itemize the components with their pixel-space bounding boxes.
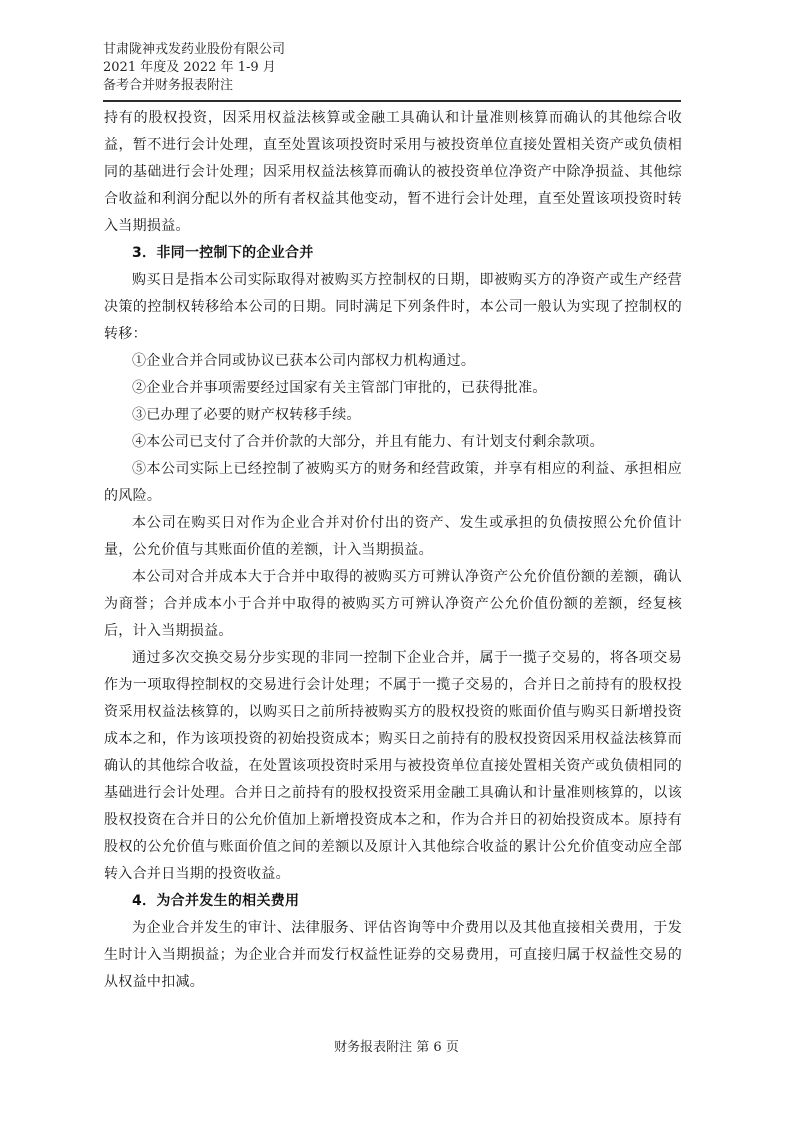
list-item-3: ③已办理了必要的财产权转移手续。	[132, 407, 361, 423]
header-report-period: 2021 年度及 2022 年 1-9 月	[103, 60, 276, 75]
list-item-5: ⑤本公司实际上已经控制了被购买方的财务和经营政策，并享有相应的利益、承担相应的风险。	[104, 461, 682, 504]
paragraph-equity-investment-continued: 持有的股权投资，因采用权益法核算或金融工具确认和计量准则核算而确认的其他综合收益，暂不进行会计处理，直至处置该项投资时采用与被投资单位直接处置相关资产或负债相同的基础进行会计处理；因采用权益法核算而确认的被投资单位净资产中除净损益、其他综合收益和利润分配以外的所有者权益其他变动，暂不进行会计处理，直至处置该项投资时转入当期损益。	[104, 110, 682, 234]
paragraph-merger-related-costs: 为企业合并发生的审计、法律服务、评估咨询等中介费用以及其他直接相关费用，于发生时计入当期损益；为企业合并而发行权益性证券的交易费用，可直接归属于权益性交易的从权益中扣减。	[104, 920, 682, 990]
document-body	[104, 105, 682, 996]
list-item-4: ④本公司已支付了合并价款的大部分，并且有能力、有计划支付剩余款项。	[132, 434, 604, 450]
list-item-1: ①企业合并合同或协议已获本公司内部权力机构通过。	[132, 353, 476, 369]
paragraph-goodwill-recognition: 本公司对合并成本大于合并中取得的被购买方可辨认净资产公允价值份额的差额，确认为商誉；合并成本小于合并中取得的被购买方可辨认净资产公允价值份额的差额，经复核后，计入当期损益。	[104, 569, 682, 639]
page-header	[103, 41, 681, 102]
section-heading-4: 4．为合并发生的相关费用	[132, 893, 300, 909]
header-report-title: 备考合并财务报表附注	[103, 78, 234, 93]
page-footer	[0, 1039, 793, 1057]
header-company-name: 甘肃陇神戎发药业股份有限公司	[103, 42, 286, 57]
paragraph-purchase-date: 购买日是指本公司实际取得对被购买方控制权的日期，即被购买方的净资产或生产经营决策的控制权转移给本公司的日期。同时满足下列条件时，本公司一般认为实现了控制权的转移：	[104, 272, 682, 342]
list-item-2: ②企业合并事项需要经过国家有关主管部门审批的，已获得批准。	[132, 380, 547, 396]
paragraph-step-acquisition: 通过多次交换交易分步实现的非同一控制下企业合并，属于一揽子交易的，将各项交易作为一项取得控制权的交易进行会计处理；不属于一揽子交易的，合并日之前持有的股权投资采用权益法核算的，以购买日之前所持被购买方的股权投资的账面价值与购买日新增投资成本之和，作为该项投资的初始投资成本；购买日之前持有的股权投资因采用权益法核算而确认的其他综合收益，在处置该项投资时采用与被投资单位直接处置相关资产或负债相同的基础进行会计处理。合并日之前持有的股权投资采用金融工具确认和计量准则核算的，以该股权投资在合并日的公允价值加上新增投资成本之和，作为合并日的初始投资成本。原持有股权的公允价值与账面价值之间的差额以及原计入其他综合收益的累计公允价值变动应全部转入合并日当期的投资收益。	[104, 650, 682, 882]
paragraph-fair-value-measurement: 本公司在购买日对作为企业合并对价付出的资产、发生或承担的负债按照公允价值计量，公允价值与其账面价值的差额，计入当期损益。	[104, 515, 682, 558]
section-heading-3: 3．非同一控制下的企业合并	[132, 245, 314, 261]
footer-page-label: 财务报表附注 第 6 页	[334, 1040, 459, 1055]
